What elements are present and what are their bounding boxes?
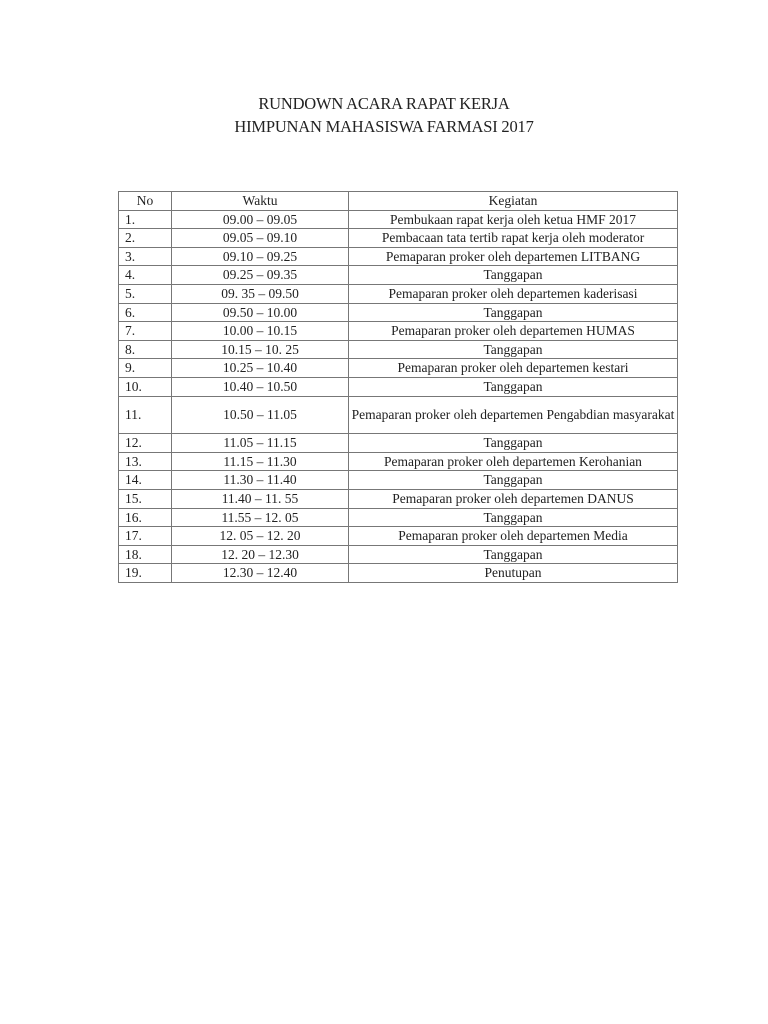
table-row (119, 247, 678, 266)
cell-waktu: 12. 20 – 12.30 (172, 545, 349, 564)
table-row (119, 545, 678, 564)
cell-no: 14. (119, 471, 172, 490)
cell-no: 12. (119, 434, 172, 453)
table-row (119, 322, 678, 341)
cell-no: 13. (119, 452, 172, 471)
cell-no: 8. (119, 340, 172, 359)
cell-no: 4. (119, 266, 172, 285)
cell-waktu: 11.40 – 11. 55 (172, 489, 349, 508)
cell-kegiatan: Pemaparan proker oleh departemen HUMAS (349, 322, 678, 341)
cell-kegiatan: Pemaparan proker oleh departemen kaderisasi (349, 284, 678, 303)
header-no: No (119, 192, 172, 211)
cell-kegiatan: Tanggapan (349, 377, 678, 396)
cell-kegiatan: Tanggapan (349, 434, 678, 453)
table-row (119, 377, 678, 396)
cell-waktu: 09.25 – 09.35 (172, 266, 349, 285)
cell-no: 11. (119, 396, 172, 434)
cell-waktu: 10.00 – 10.15 (172, 322, 349, 341)
table-row (119, 434, 678, 453)
cell-kegiatan: Tanggapan (349, 471, 678, 490)
table-row (119, 452, 678, 471)
cell-no: 6. (119, 303, 172, 322)
cell-no: 16. (119, 508, 172, 527)
table-row (119, 303, 678, 322)
table-header-row (119, 192, 678, 211)
cell-no: 19. (119, 564, 172, 583)
cell-waktu: 11.30 – 11.40 (172, 471, 349, 490)
rundown-table (118, 191, 678, 583)
cell-kegiatan: Pemaparan proker oleh departemen DANUS (349, 489, 678, 508)
document-subtitle: HIMPUNAN MAHASISWA FARMASI 2017 (234, 117, 534, 136)
cell-waktu: 12.30 – 12.40 (172, 564, 349, 583)
cell-no: 5. (119, 284, 172, 303)
cell-kegiatan: Tanggapan (349, 303, 678, 322)
cell-kegiatan: Tanggapan (349, 508, 678, 527)
table-row (119, 508, 678, 527)
cell-waktu: 11.05 – 11.15 (172, 434, 349, 453)
cell-no: 17. (119, 527, 172, 546)
cell-kegiatan: Pemaparan proker oleh departemen kestari (349, 359, 678, 378)
cell-no: 15. (119, 489, 172, 508)
cell-no: 9. (119, 359, 172, 378)
cell-waktu: 09.05 – 09.10 (172, 229, 349, 248)
cell-waktu: 11.15 – 11.30 (172, 452, 349, 471)
cell-waktu: 11.55 – 12. 05 (172, 508, 349, 527)
cell-no: 18. (119, 545, 172, 564)
cell-waktu: 10.50 – 11.05 (172, 396, 349, 434)
table-row (119, 359, 678, 378)
cell-kegiatan: Pemaparan proker oleh departemen Media (349, 527, 678, 546)
cell-kegiatan: Tanggapan (349, 266, 678, 285)
cell-kegiatan: Pembacaan tata tertib rapat kerja oleh moderator (349, 229, 678, 248)
cell-waktu: 10.40 – 10.50 (172, 377, 349, 396)
cell-no: 3. (119, 247, 172, 266)
table-row (119, 210, 678, 229)
header-kegiatan: Kegiatan (349, 192, 678, 211)
table-row (119, 266, 678, 285)
table-row (119, 340, 678, 359)
cell-kegiatan: Tanggapan (349, 340, 678, 359)
table-row (119, 396, 678, 434)
cell-no: 7. (119, 322, 172, 341)
table-row (119, 527, 678, 546)
cell-no: 10. (119, 377, 172, 396)
cell-waktu: 12. 05 – 12. 20 (172, 527, 349, 546)
cell-waktu: 10.25 – 10.40 (172, 359, 349, 378)
cell-waktu: 10.15 – 10. 25 (172, 340, 349, 359)
cell-kegiatan: Tanggapan (349, 545, 678, 564)
cell-kegiatan: Penutupan (349, 564, 678, 583)
cell-kegiatan: Pembukaan rapat kerja oleh ketua HMF 2017 (349, 210, 678, 229)
cell-waktu: 09. 35 – 09.50 (172, 284, 349, 303)
table-row (119, 284, 678, 303)
table-row (119, 229, 678, 248)
header-waktu: Waktu (172, 192, 349, 211)
table-row (119, 471, 678, 490)
cell-no: 1. (119, 210, 172, 229)
cell-waktu: 09.00 – 09.05 (172, 210, 349, 229)
cell-no: 2. (119, 229, 172, 248)
cell-kegiatan: Pemaparan proker oleh departemen LITBANG (349, 247, 678, 266)
document-title: RUNDOWN ACARA RAPAT KERJA (258, 94, 510, 113)
cell-kegiatan: Pemaparan proker oleh departemen Pengabdian masyarakat (349, 396, 678, 434)
cell-kegiatan: Pemaparan proker oleh departemen Kerohanian (349, 452, 678, 471)
cell-waktu: 09.50 – 10.00 (172, 303, 349, 322)
cell-waktu: 09.10 – 09.25 (172, 247, 349, 266)
table-row (119, 489, 678, 508)
table-row (119, 564, 678, 583)
